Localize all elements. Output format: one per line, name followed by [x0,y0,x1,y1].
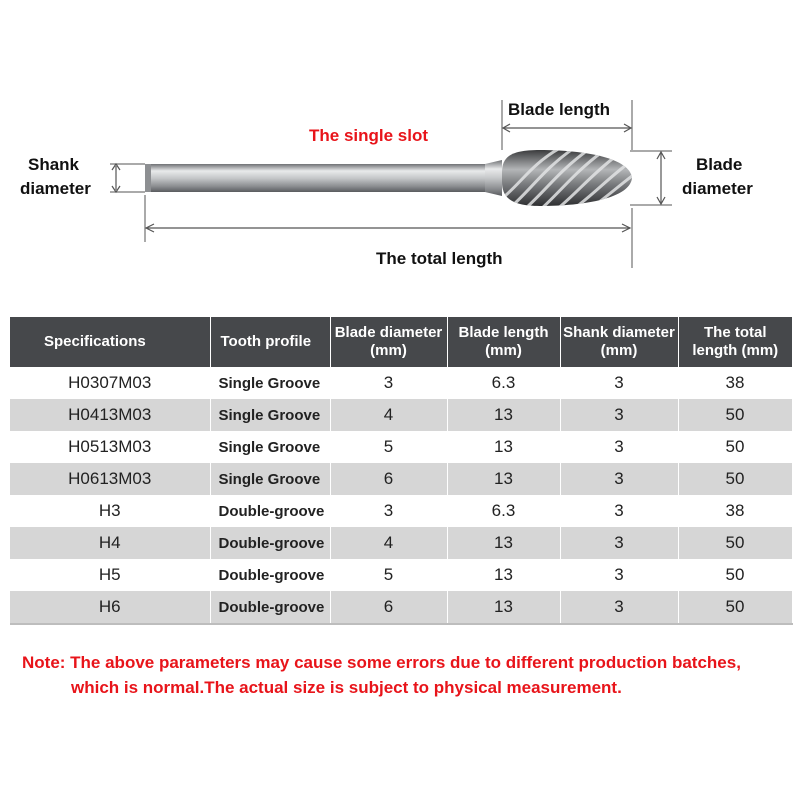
cell-shank-diameter: 3 [560,431,678,463]
table-row [10,431,792,463]
cell-total-length: 50 [678,463,792,495]
cell-specification: H5 [10,559,210,591]
cell-specification: H6 [10,591,210,624]
shank-diameter-label-line1: Shank [28,155,80,174]
disclaimer-note [22,650,792,700]
blade-diameter-label-line1: Blade [696,155,743,174]
cell-tooth-profile: Single Groove [210,399,330,431]
table-row [10,463,792,495]
table-row [10,367,792,399]
cell-blade-diameter: 4 [330,399,447,431]
header-tooth-profile: Tooth profile [210,317,330,367]
header-blade-length: Blade length (mm) [447,317,560,367]
cell-shank-diameter: 3 [560,463,678,495]
blade-diameter-label-line2: diameter [682,179,753,198]
cell-blade-diameter: 3 [330,495,447,527]
table-row [10,559,792,591]
cell-blade-length: 13 [447,527,560,559]
cell-blade-diameter: 3 [330,367,447,399]
cell-tooth-profile: Single Groove [210,463,330,495]
cell-blade-length: 6.3 [447,495,560,527]
specifications-table [10,317,793,625]
cell-total-length: 50 [678,399,792,431]
cell-total-length: 50 [678,527,792,559]
cell-specification: H4 [10,527,210,559]
cell-specification: H0613M03 [10,463,210,495]
cell-tooth-profile: Double-groove [210,527,330,559]
cell-blade-diameter: 6 [330,591,447,624]
cell-specification: H3 [10,495,210,527]
cell-shank-diameter: 3 [560,399,678,431]
cell-tooth-profile: Double-groove [210,495,330,527]
cell-total-length: 50 [678,431,792,463]
cell-shank-diameter: 3 [560,527,678,559]
shank-diameter-label-line2: diameter [20,179,91,198]
table-row [10,591,792,624]
cell-total-length: 38 [678,495,792,527]
cell-shank-diameter: 3 [560,559,678,591]
diagram-title: The single slot [309,126,429,145]
table-row [10,495,792,527]
cell-blade-length: 13 [447,399,560,431]
cell-total-length: 38 [678,367,792,399]
cell-blade-diameter: 6 [330,463,447,495]
neck [485,160,502,196]
cell-specification: H0413M03 [10,399,210,431]
cell-blade-length: 6.3 [447,367,560,399]
cell-specification: H0307M03 [10,367,210,399]
cell-total-length: 50 [678,559,792,591]
cell-specification: H0513M03 [10,431,210,463]
table-row [10,399,792,431]
cell-shank-diameter: 3 [560,495,678,527]
cell-total-length: 50 [678,591,792,624]
cell-blade-diameter: 5 [330,431,447,463]
cell-tooth-profile: Single Groove [210,431,330,463]
cell-blade-length: 13 [447,431,560,463]
blade-length-label: Blade length [508,100,611,119]
note-line-1: Note: The above parameters may cause some errors due to different production batches, [22,653,741,672]
cell-blade-length: 13 [447,591,560,624]
header-specifications: Specifications [10,317,210,367]
cell-shank-diameter: 3 [560,591,678,624]
header-total-length: The total length (mm) [678,317,792,367]
table-row [10,527,792,559]
shank [145,164,485,192]
cell-blade-diameter: 4 [330,527,447,559]
cell-blade-length: 13 [447,463,560,495]
burr-diagram [0,0,800,300]
cell-tooth-profile: Single Groove [210,367,330,399]
cell-shank-diameter: 3 [560,367,678,399]
total-length-label: The total length [376,249,503,268]
header-blade-diameter: Blade diameter (mm) [330,317,447,367]
table-header-row [10,317,792,367]
cell-tooth-profile: Double-groove [210,559,330,591]
note-line-2: which is normal.The actual size is subject to physical measurement. [71,678,622,697]
header-shank-diameter: Shank diameter (mm) [560,317,678,367]
cell-blade-diameter: 5 [330,559,447,591]
cell-blade-length: 13 [447,559,560,591]
cell-tooth-profile: Double-groove [210,591,330,624]
